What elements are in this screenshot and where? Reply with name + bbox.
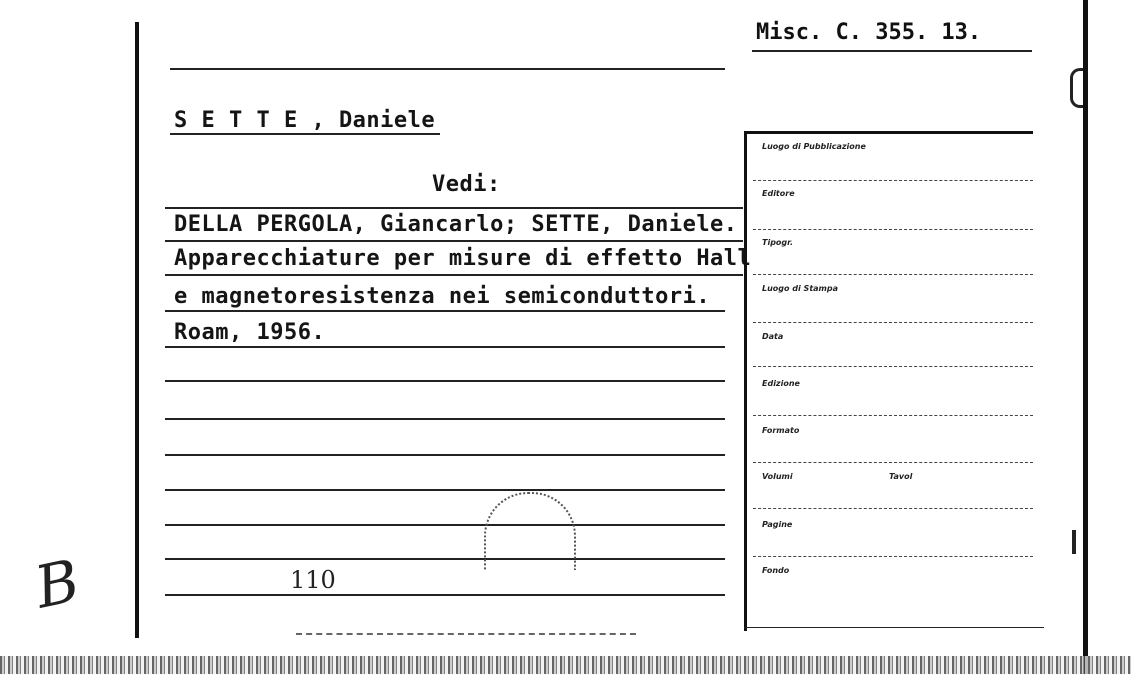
field-label: Edizione	[762, 379, 800, 388]
field-line	[753, 415, 1033, 416]
field-line	[753, 366, 1033, 367]
ruled-line	[165, 594, 725, 596]
shelfmark-underline	[752, 50, 1032, 52]
field-label: Luogo di Pubblicazione	[762, 142, 866, 151]
library-stamp	[484, 492, 576, 570]
field-label: Fondo	[762, 566, 790, 575]
field-label: Pagine	[762, 520, 793, 529]
edge-mark	[1070, 68, 1083, 108]
ruled-line	[165, 274, 743, 276]
entry-line: e magnetoresistenza nei semiconduttori.	[174, 284, 711, 309]
heading-underline	[170, 133, 440, 135]
ruled-line	[165, 558, 725, 560]
field-label: Data	[762, 332, 784, 341]
field-line	[753, 229, 1033, 230]
field-line	[753, 462, 1033, 463]
ruled-line	[165, 346, 725, 348]
ruled-line	[165, 207, 743, 209]
field-label: Formato	[762, 426, 800, 435]
handwritten-letter: B	[29, 546, 86, 622]
field-line	[753, 274, 1033, 275]
field-line	[753, 322, 1033, 323]
shelfmark: Misc. C. 355. 13.	[756, 20, 982, 45]
field-line	[753, 556, 1033, 557]
box-bottom-line	[744, 627, 1044, 628]
ruled-line	[165, 489, 725, 491]
edge-mark	[1072, 530, 1076, 554]
ruled-line	[165, 454, 725, 456]
field-label: Luogo di Stampa	[762, 284, 838, 293]
author-heading: S E T T E , Daniele	[174, 108, 436, 133]
entry-line: Apparecchiature per misure di effetto Hall	[174, 246, 752, 271]
ruled-line	[165, 418, 725, 420]
see-reference-label: Vedi:	[432, 172, 501, 197]
field-line	[753, 180, 1033, 181]
right-card-edge	[1083, 0, 1088, 674]
field-label-secondary: Tavol	[889, 472, 913, 481]
handwritten-number: 110	[290, 566, 336, 594]
field-line	[753, 508, 1033, 509]
ruled-line	[165, 380, 725, 382]
ruled-line	[165, 240, 743, 242]
entry-line: DELLA PERGOLA, Giancarlo; SETTE, Daniele.	[174, 212, 738, 237]
ruled-line	[170, 68, 725, 70]
scan-edge-noise	[0, 656, 1131, 674]
ruled-line	[165, 310, 725, 312]
field-label: Volumi	[762, 472, 793, 481]
left-margin-rule	[135, 22, 139, 638]
field-label: Tipogr.	[762, 238, 793, 247]
ruled-line	[165, 524, 725, 526]
field-label: Editore	[762, 189, 795, 198]
catalog-fields-box	[744, 131, 1033, 631]
scan-noise	[296, 633, 636, 635]
entry-line: Roam, 1956.	[174, 320, 326, 345]
